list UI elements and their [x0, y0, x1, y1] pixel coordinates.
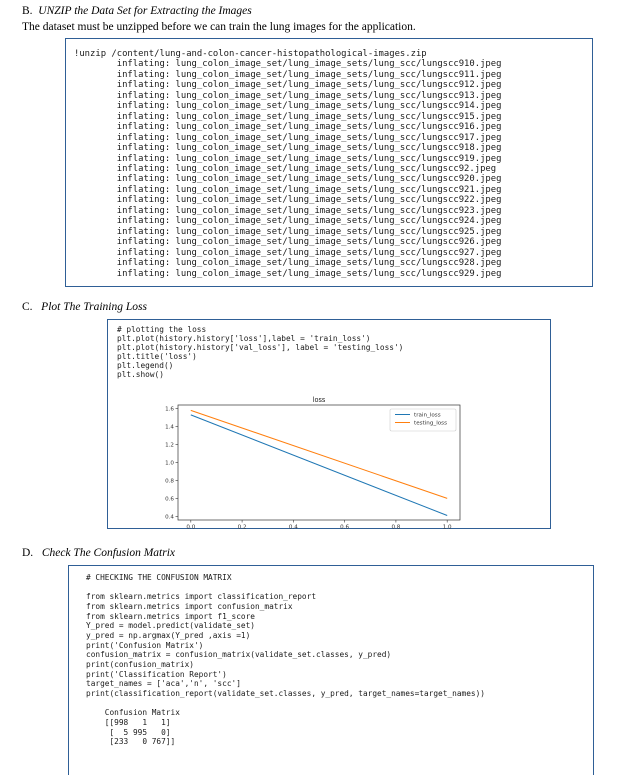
confusion-code	[86, 573, 485, 747]
section-heading-b	[22, 5, 252, 17]
code-line: print(classification_report(validate_set.classes, y_pred, target_names=target_names))	[86, 688, 486, 698]
code-line: inflating: lung_colon_image_set/lung_image_sets/lung_scc/lungscc923.jpeg	[74, 205, 502, 216]
section-title: Plot The Training Loss	[41, 301, 147, 313]
code-line: from sklearn.metrics import classification_report	[86, 592, 317, 602]
code-line: inflating: lung_colon_image_set/lung_image_sets/lung_scc/lungscc92.jpeg	[74, 163, 497, 174]
code-line: [ 5 995 0]	[86, 727, 171, 737]
code-line: target_names = ['aca','n', 'scc']	[86, 679, 241, 689]
code-line: inflating: lung_colon_image_set/lung_image_sets/lung_scc/lungscc921.jpeg	[74, 184, 502, 195]
x-tick-label: 0.2	[237, 524, 247, 531]
x-tick-label: 0.0	[186, 524, 196, 531]
plot-code	[117, 325, 403, 380]
chart-title: loss	[312, 396, 326, 404]
code-line: inflating: lung_colon_image_set/lung_image_sets/lung_scc/lungscc927.jpeg	[74, 247, 502, 258]
code-line: !unzip /content/lung-and-colon-cancer-histopathological-images.zip	[74, 49, 427, 59]
code-line: plt.legend()	[117, 361, 174, 371]
x-tick-label: 1.0	[442, 524, 452, 531]
code-line: inflating: lung_colon_image_set/lung_image_sets/lung_scc/lungscc918.jpeg	[74, 143, 502, 154]
code-line: Y_pred = model.predict(validate_set)	[86, 621, 255, 631]
code-line: y_pred = np.argmax(Y_pred ,axis =1)	[86, 630, 251, 640]
code-line: inflating: lung_colon_image_set/lung_image_sets/lung_scc/lungscc925.jpeg	[74, 226, 502, 237]
code-line: from sklearn.metrics import confusion_matrix	[86, 601, 293, 611]
unzip-output	[74, 49, 501, 279]
intro-paragraph: The dataset must be unzipped before we can train the lung images for the application.	[22, 21, 416, 33]
code-line: # CHECKING THE CONFUSION MATRIX	[86, 573, 232, 582]
code-line: inflating: lung_colon_image_set/lung_image_sets/lung_scc/lungscc929.jpeg	[74, 268, 502, 279]
code-line: inflating: lung_colon_image_set/lung_image_sets/lung_scc/lungscc928.jpeg	[74, 258, 502, 269]
x-tick-label: 0.6	[340, 524, 350, 531]
legend-label: train_loss	[414, 412, 441, 419]
code-line: inflating: lung_colon_image_set/lung_image_sets/lung_scc/lungscc914.jpeg	[74, 101, 502, 112]
section-number: C.	[22, 301, 33, 313]
code-line: inflating: lung_colon_image_set/lung_image_sets/lung_scc/lungscc920.jpeg	[74, 174, 502, 185]
code-line: print('Confusion Matrix')	[86, 640, 204, 650]
y-tick-label: 0.6	[165, 496, 174, 503]
code-line: inflating: lung_colon_image_set/lung_image_sets/lung_scc/lungscc912.jpeg	[74, 80, 502, 91]
code-line: inflating: lung_colon_image_set/lung_image_sets/lung_scc/lungscc916.jpeg	[74, 122, 502, 133]
y-tick-label: 0.8	[165, 478, 174, 485]
code-line: from sklearn.metrics import f1_score	[86, 611, 255, 621]
code-line: inflating: lung_colon_image_set/lung_image_sets/lung_scc/lungscc913.jpeg	[74, 90, 502, 101]
code-line: print('Classification Report')	[86, 669, 227, 679]
section-number: B.	[22, 5, 33, 17]
code-line: inflating: lung_colon_image_set/lung_image_sets/lung_scc/lungscc915.jpeg	[74, 111, 502, 122]
confusion-code-cell	[68, 565, 594, 775]
code-line: inflating: lung_colon_image_set/lung_image_sets/lung_scc/lungscc926.jpeg	[74, 237, 502, 248]
unzip-code-cell	[65, 38, 593, 287]
code-line: inflating: lung_colon_image_set/lung_image_sets/lung_scc/lungscc910.jpeg	[74, 59, 502, 70]
y-tick-label: 0.4	[165, 514, 174, 521]
x-tick-label: 0.4	[288, 524, 298, 531]
code-line: inflating: lung_colon_image_set/lung_image_sets/lung_scc/lungscc911.jpeg	[74, 69, 502, 80]
code-line: print(confusion_matrix)	[86, 659, 194, 669]
code-line: confusion_matrix = confusion_matrix(validate_set.classes, y_pred)	[86, 650, 392, 660]
y-tick-label: 1.0	[165, 460, 174, 467]
code-line: inflating: lung_colon_image_set/lung_image_sets/lung_scc/lungscc922.jpeg	[74, 195, 502, 206]
y-tick-label: 1.2	[165, 442, 174, 449]
code-line	[86, 699, 485, 709]
code-line: inflating: lung_colon_image_set/lung_image_sets/lung_scc/lungscc924.jpeg	[74, 216, 502, 227]
code-line	[86, 583, 485, 593]
section-heading-d	[22, 547, 175, 559]
code-line: plt.title('loss')	[117, 352, 197, 362]
code-line: plt.show()	[117, 370, 164, 380]
code-line: [[998 1 1]	[86, 717, 171, 727]
section-heading-c	[22, 301, 147, 313]
section-number: D.	[22, 547, 34, 559]
code-line: plt.plot(history.history['val_loss'], label = 'testing_loss')	[117, 343, 404, 353]
code-line: plt.plot(history.history['loss'],label = 'train_loss')	[117, 334, 371, 344]
code-line: # plotting the loss	[117, 325, 207, 334]
loss-chart	[148, 393, 538, 531]
code-line: Confusion Matrix	[86, 708, 180, 718]
code-line: inflating: lung_colon_image_set/lung_image_sets/lung_scc/lungscc919.jpeg	[74, 153, 502, 164]
code-line: inflating: lung_colon_image_set/lung_image_sets/lung_scc/lungscc917.jpeg	[74, 132, 502, 143]
x-tick-label: 0.8	[391, 524, 401, 531]
y-tick-label: 1.4	[165, 424, 174, 431]
section-title: Check The Confusion Matrix	[41, 547, 176, 559]
section-title: UNZIP the Data Set for Extracting the Images	[38, 5, 252, 17]
y-tick-label: 1.6	[165, 406, 174, 413]
plot-code-cell	[107, 319, 551, 529]
legend-label: testing_loss	[414, 420, 447, 427]
code-line: [233 0 767]]	[86, 737, 176, 747]
